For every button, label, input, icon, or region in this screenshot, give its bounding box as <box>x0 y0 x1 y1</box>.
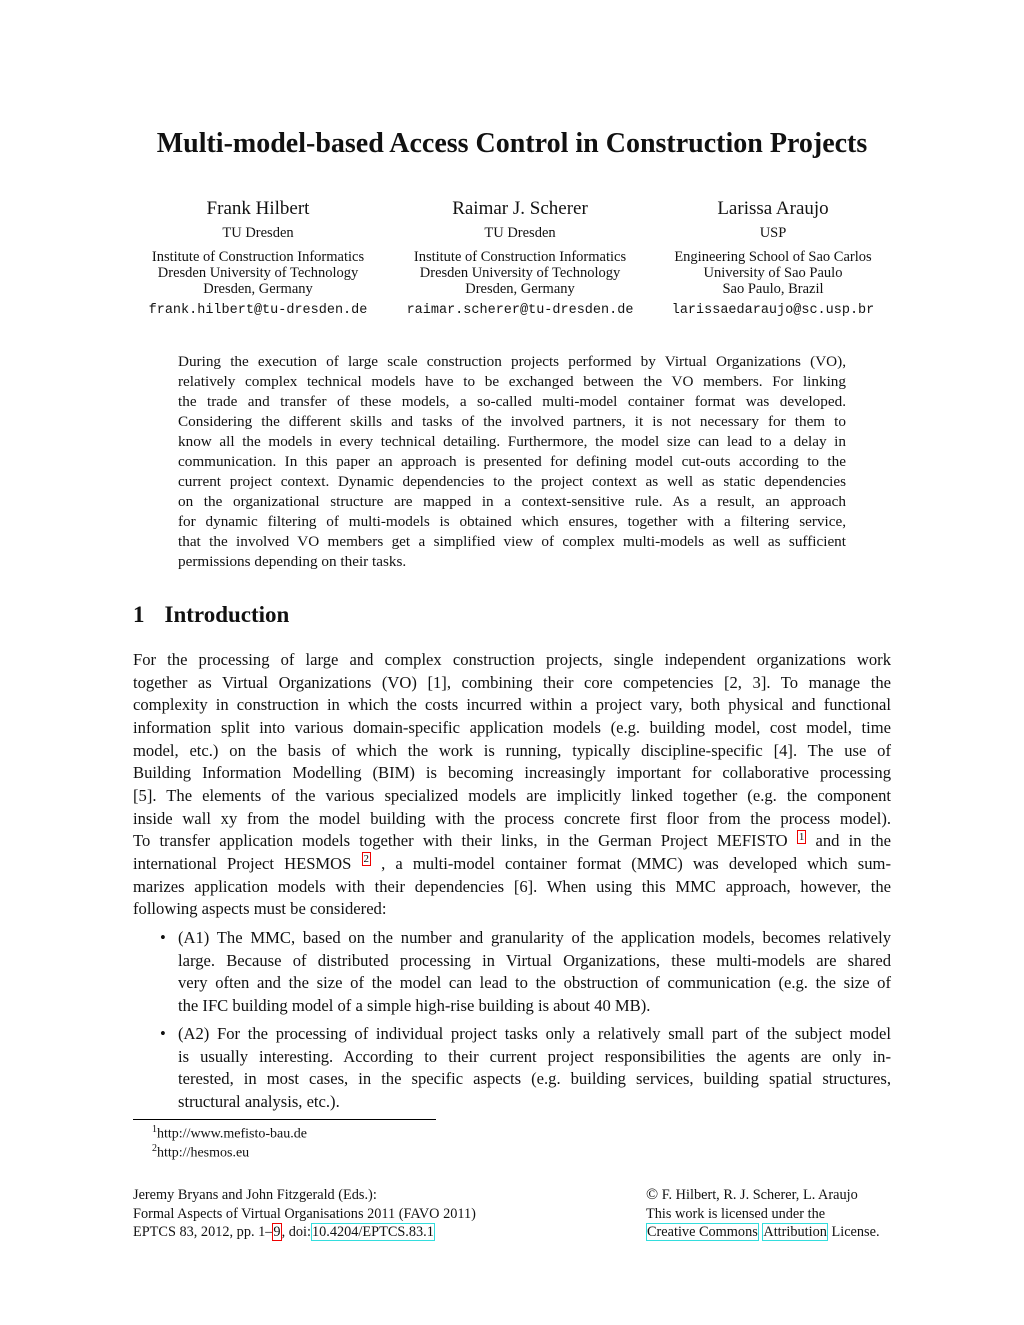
author-institution <box>633 249 913 297</box>
author-email[interactable]: frank.hilbert@tu-dresden.de <box>148 303 368 318</box>
text-line: for dynamic filtering of multi-models is obtained which ensures, together with a filtering service, <box>178 513 846 530</box>
bullet-item <box>133 1023 891 1114</box>
text-line: the IFC building model of a simple high-rise building is about 40 MB). <box>178 995 651 1015</box>
institution-line: Dresden, Germany <box>203 281 313 297</box>
text-line: [5]. The elements of the various specialized models are implicitly linked together (e.g. the component <box>133 785 891 805</box>
text-line: During the execution of large scale construction projects performed by Virtual Organizations (VO), <box>178 353 846 370</box>
author-email[interactable]: raimar.scherer@tu-dresden.de <box>406 303 634 318</box>
author-name: Frank Hilbert <box>206 198 310 219</box>
intro-line: international Project HESMOS $^2$ , a multi-model container format (MMC) was developed which sum- <box>133 853 891 873</box>
copyright-icon: © <box>646 1186 659 1203</box>
institution-line: Dresden University of Technology <box>157 265 359 281</box>
section-number: 1 <box>133 602 145 627</box>
text-line: very often and the size of the model can lead to the obstruction of communication (e.g. the size of <box>178 973 891 993</box>
author-email[interactable]: larissaedaraujo@sc.usp.br <box>671 303 875 318</box>
footnote-2: $^2$http://hesmos.eu <box>152 1143 250 1161</box>
text-line: large. Because of distributed processing in Virtual Organizations, these multi-models are shared <box>178 950 891 970</box>
text-line: is usually interesting. According to their current project responsibilities the agents are only in- <box>178 1046 891 1066</box>
text-line: (A1) The MMC, based on the number and granularity of the application models, becomes relatively <box>178 928 891 947</box>
intro-paragraph <box>133 649 891 921</box>
institution-line: Institute of Construction Informatics <box>151 249 365 265</box>
text-line: the trade and transfer of these models, a so-called multi-model container format was developed. <box>178 393 846 410</box>
text-line: Building Information Modelling (BIM) is becoming increasingly important for collaborative processing <box>133 763 891 783</box>
author-affiliation: TU Dresden <box>484 225 556 241</box>
text-line: model, etc.) on the basis of which the work is running, typically discipline-specific [4]. The use of <box>133 740 891 760</box>
section-title: Introduction <box>164 602 290 627</box>
text-line: communication. In this paper an approach is presented for defining model cut-outs according to the <box>178 453 846 470</box>
text-line: marizes application models with their dependencies [6]. When using this MMC approach, however, the <box>133 876 891 896</box>
author-name: Larissa Araujo <box>717 198 829 219</box>
institution-line: Dresden, Germany <box>465 281 575 297</box>
text-line: (A2) For the processing of individual project tasks only a relatively small part of the subject model <box>178 1024 891 1043</box>
doi-link[interactable]: 10.4204/EPTCS.83.1 <box>311 1224 434 1240</box>
institution-line: Dresden University of Technology <box>419 265 621 281</box>
bullet-icon: • <box>160 1024 166 1043</box>
text-line: together as Virtual Organizations (VO) [1], combining their core competencies [2, 3]. To manage the <box>133 672 891 692</box>
author-affiliation: USP <box>759 225 787 241</box>
attribution-link[interactable]: Attribution <box>763 1224 827 1240</box>
institution-line: Institute of Construction Informatics <box>413 249 627 265</box>
text-line: terested, in most cases, in the specific aspects (e.g. building services, building spatial structures, <box>178 1069 891 1089</box>
footnote-ref-1[interactable]: 1 <box>798 830 805 843</box>
text-line: that the involved VO members get a simplified view of complex multi-models as well as sufficient <box>178 533 846 550</box>
section-heading <box>133 602 289 628</box>
text-line: Considering the different skills and tasks of the involved partners, it is not necessary for them to <box>178 413 846 430</box>
intro-line: To transfer application models together with their links, in the German Project MEFISTO $^1$ and in the <box>133 830 891 851</box>
bullet-item <box>133 927 891 1018</box>
footer-right: © F. Hilbert, R. J. Scherer, L. Araujo This work is licensed under the Creative Commons Attribution License. <box>646 1186 880 1240</box>
text-line: information split into various domain-specific application models (e.g. building model, cost model, time <box>133 717 891 737</box>
institution-line: University of Sao Paulo <box>703 265 843 281</box>
text-line: For the processing of large and complex construction projects, single independent organizations work <box>133 650 891 669</box>
author-institution <box>118 249 398 297</box>
author-name: Raimar J. Scherer <box>452 198 588 219</box>
text-line: following aspects must be considered: <box>133 899 387 919</box>
creative-commons-link[interactable]: Creative Commons <box>647 1224 758 1240</box>
text-line: permissions depending on their tasks. <box>178 553 407 570</box>
text-line: on the organizational structure are mapped in a context-sensitive rule. As a result, an approach <box>178 493 846 510</box>
author-affiliation: TU Dresden <box>222 225 294 241</box>
author <box>633 198 913 318</box>
author-institution <box>380 249 660 297</box>
bullet-text <box>178 1023 891 1114</box>
last-page-link[interactable]: 9 <box>273 1224 281 1240</box>
footnote-1: $^1$http://www.mefisto-bau.de <box>152 1124 307 1142</box>
abstract <box>178 352 846 572</box>
text-line: current project context. Dynamic dependencies to the project context as well as static dependencies <box>178 473 846 490</box>
footnote-ref-2[interactable]: 2 <box>363 853 370 866</box>
institution-line: Sao Paulo, Brazil <box>722 281 824 297</box>
bullet-text <box>178 927 891 1018</box>
text-line: complexity in construction in which the costs incurred within a project vary, both physical and functional <box>133 695 891 715</box>
author <box>380 198 660 318</box>
footer-left: Jeremy Bryans and John Fitzgerald (Eds.): Formal Aspects of Virtual Organisations 2011 (FAVO 2011) EPTCS 83, 2012, pp. 1–9, doi:10.4204/EPTCS.83.1 <box>133 1187 476 1240</box>
paper-title: Multi-model-based Access Control in Construction Projects <box>156 128 868 159</box>
institution-line: Engineering School of Sao Carlos <box>674 249 872 265</box>
bullet-icon: • <box>160 928 166 947</box>
text-line: inside wall xy from the model building with the process concrete first floor from the process model). <box>133 808 891 828</box>
text-line: know all the models in every technical detailing. Furthermore, the model size can lead to a delay in <box>178 433 846 450</box>
text-line: structural analysis, etc.). <box>178 1091 340 1111</box>
text-line: relatively complex technical models have to be exchanged between the VO members. For linking <box>178 373 846 390</box>
footnote-rule <box>133 1119 436 1120</box>
author <box>118 198 398 318</box>
